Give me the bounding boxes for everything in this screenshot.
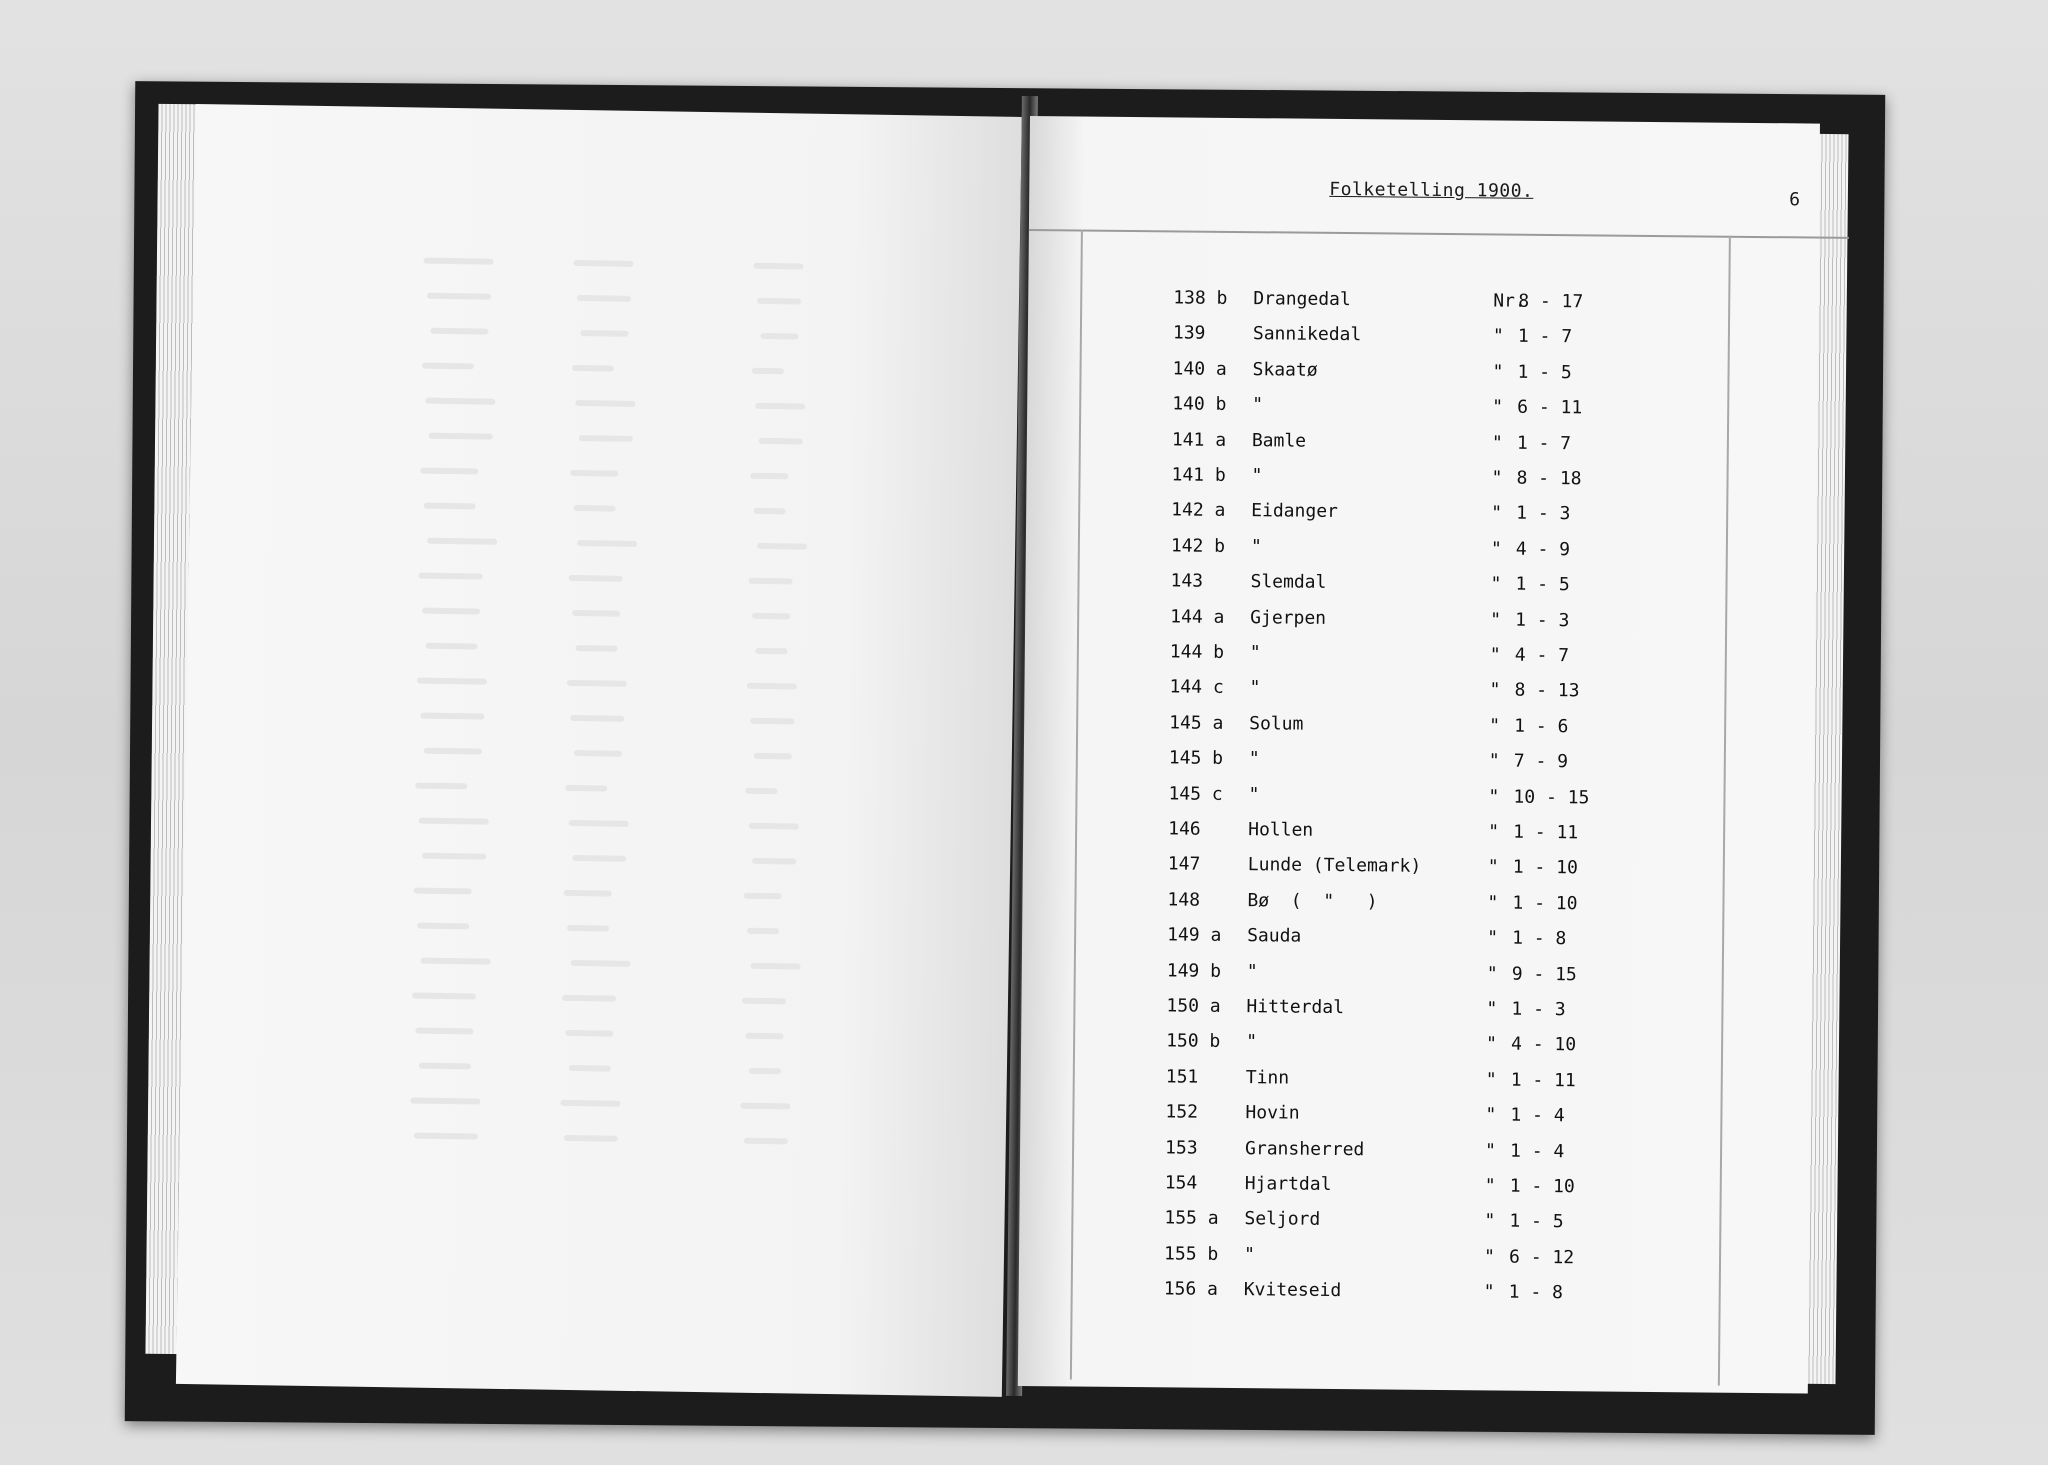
bleed-through-mark bbox=[419, 818, 489, 825]
district-number: 144 c bbox=[1169, 676, 1224, 699]
bleed-through-mark bbox=[574, 260, 634, 267]
district-number: 155 b bbox=[1163, 1243, 1219, 1265]
list-item bbox=[1019, 1242, 1799, 1281]
list-item bbox=[1019, 1206, 1799, 1245]
district-number: 148 bbox=[1167, 889, 1201, 911]
district-number: 151 bbox=[1165, 1066, 1199, 1088]
district-number: 143 bbox=[1170, 570, 1204, 592]
bleed-through-mark bbox=[750, 473, 788, 480]
bleed-through-mark bbox=[419, 1063, 471, 1070]
district-number: 141 a bbox=[1171, 428, 1227, 451]
bleed-through-mark bbox=[579, 435, 633, 442]
bleed-through-mark bbox=[572, 610, 620, 617]
number-prefix: " bbox=[1491, 467, 1503, 489]
list-item bbox=[1020, 1171, 1800, 1210]
bleed-through-mark bbox=[417, 678, 487, 685]
bleed-through-mark bbox=[414, 1133, 478, 1140]
bleed-through-mark bbox=[575, 645, 617, 652]
district-name: Slemdal bbox=[1250, 571, 1327, 594]
district-number: 145 a bbox=[1169, 712, 1224, 734]
district-name: " bbox=[1249, 642, 1261, 664]
bleed-through-mark bbox=[570, 715, 624, 722]
bleed-through-mark bbox=[564, 890, 612, 897]
bleed-through-mark bbox=[417, 923, 469, 930]
number-prefix: " bbox=[1484, 1140, 1497, 1162]
bleed-through-mark bbox=[427, 538, 497, 545]
bleed-through-mark bbox=[565, 785, 607, 792]
number-range: 1 - 8 bbox=[1512, 927, 1567, 950]
number-range: 1 - 3 bbox=[1516, 503, 1571, 525]
bleed-through-mark bbox=[564, 1135, 618, 1142]
bleed-through-mark bbox=[760, 333, 798, 340]
district-name: Hollen bbox=[1248, 819, 1314, 841]
list-item bbox=[1027, 392, 1807, 431]
bleed-through-mark bbox=[425, 398, 495, 405]
district-name: " bbox=[1248, 783, 1260, 805]
number-range: 1 - 8 bbox=[1508, 1281, 1564, 1304]
bleed-through-mark bbox=[560, 1100, 620, 1107]
district-name: " bbox=[1246, 1031, 1258, 1053]
list-item bbox=[1028, 286, 1808, 325]
district-name: Gransherred bbox=[1245, 1137, 1365, 1160]
bleed-through-mark bbox=[752, 613, 790, 620]
list-item bbox=[1027, 428, 1807, 467]
number-prefix: " bbox=[1484, 1175, 1496, 1197]
bleed-through-mark bbox=[577, 540, 637, 547]
list-item bbox=[1021, 994, 1801, 1033]
district-name: " bbox=[1246, 960, 1258, 982]
bleed-through-mark bbox=[427, 293, 491, 300]
district-number: 140 a bbox=[1172, 358, 1227, 380]
number-prefix: " bbox=[1487, 927, 1499, 949]
list-item bbox=[1025, 605, 1805, 644]
number-prefix: " bbox=[1485, 1104, 1497, 1126]
number-range: 1 - 5 bbox=[1517, 361, 1572, 384]
bleed-through-mark bbox=[430, 328, 488, 335]
list-item bbox=[1023, 782, 1803, 821]
bleed-through-mark bbox=[422, 608, 480, 615]
number-prefix: " bbox=[1484, 1210, 1496, 1232]
number-prefix: " bbox=[1487, 856, 1499, 878]
bleed-through-mark bbox=[577, 295, 631, 302]
bleed-through-mark bbox=[745, 788, 777, 795]
list-item bbox=[1020, 1100, 1800, 1139]
number-range: 8 - 13 bbox=[1514, 680, 1580, 702]
number-prefix: " bbox=[1486, 998, 1498, 1020]
district-name: " bbox=[1248, 748, 1260, 770]
district-name: Solum bbox=[1249, 712, 1304, 735]
district-number: 150 a bbox=[1166, 995, 1221, 1017]
number-prefix: " bbox=[1492, 396, 1504, 418]
bleed-through-mark bbox=[740, 1103, 790, 1110]
number-range: 1 - 5 bbox=[1509, 1211, 1564, 1233]
number-range: 8 - 18 bbox=[1516, 467, 1582, 490]
number-range: 1 - 7 bbox=[1517, 326, 1573, 348]
number-prefix: " bbox=[1491, 502, 1503, 524]
district-number: 142 a bbox=[1171, 499, 1226, 522]
bleed-through-mark bbox=[749, 578, 793, 585]
bleed-through-mark bbox=[754, 753, 792, 760]
district-number: 155 a bbox=[1164, 1207, 1219, 1230]
number-range: 1 - 3 bbox=[1511, 998, 1566, 1021]
district-name: " bbox=[1249, 677, 1261, 699]
bleed-through-mark bbox=[422, 363, 474, 370]
header-rule bbox=[1029, 229, 1849, 239]
bleed-through-mark bbox=[567, 680, 627, 687]
list-item bbox=[1022, 923, 1802, 962]
number-prefix: " bbox=[1486, 963, 1498, 985]
bleed-through-mark bbox=[414, 888, 472, 895]
bleed-through-mark bbox=[752, 368, 784, 375]
number-prefix: " bbox=[1489, 715, 1501, 737]
number-range: 1 - 5 bbox=[1515, 573, 1570, 596]
list-item bbox=[1028, 321, 1808, 360]
bleed-through-mark bbox=[757, 543, 807, 550]
list-item bbox=[1022, 959, 1802, 998]
district-name: Kviteseid bbox=[1243, 1279, 1342, 1302]
number-prefix: " bbox=[1492, 325, 1504, 347]
list-item bbox=[1021, 1065, 1801, 1104]
number-range: 8 - 17 bbox=[1518, 290, 1584, 313]
number-range: 1 - 11 bbox=[1510, 1069, 1576, 1092]
district-name: Sannikedal bbox=[1252, 323, 1362, 346]
bleed-through-mark bbox=[745, 1033, 783, 1040]
number-range: 4 - 10 bbox=[1511, 1034, 1577, 1056]
district-number: 139 bbox=[1172, 322, 1206, 345]
number-prefix: " bbox=[1488, 750, 1500, 772]
page-number: 6 bbox=[1789, 189, 1801, 211]
bleed-through-mark bbox=[420, 713, 484, 720]
page-title: Folketelling 1900. bbox=[1329, 178, 1534, 202]
district-name: Hovin bbox=[1245, 1102, 1300, 1124]
bleed-through-mark bbox=[755, 648, 787, 655]
list-item bbox=[1023, 852, 1803, 891]
bleed-through-mark bbox=[569, 1065, 611, 1072]
bleed-through-mark bbox=[753, 263, 803, 270]
number-range: 1 - 3 bbox=[1515, 609, 1570, 631]
list-item bbox=[1021, 1029, 1801, 1068]
district-number: 142 b bbox=[1170, 535, 1226, 557]
number-prefix: " bbox=[1488, 821, 1500, 843]
number-range: 6 - 11 bbox=[1517, 396, 1583, 419]
district-number: 156 a bbox=[1163, 1278, 1219, 1301]
district-number: 144 b bbox=[1169, 641, 1225, 663]
bleed-through-mark bbox=[567, 925, 609, 932]
number-prefix: " bbox=[1491, 432, 1503, 454]
district-name: Bø ( " ) bbox=[1247, 889, 1378, 913]
bleed-through-mark bbox=[755, 403, 805, 410]
number-range: 1 - 11 bbox=[1513, 821, 1579, 844]
number-range: 1 - 10 bbox=[1512, 857, 1578, 879]
district-number: 149 b bbox=[1166, 959, 1222, 982]
bleed-through-mark bbox=[747, 928, 779, 935]
district-name: " bbox=[1243, 1243, 1256, 1266]
left-page bbox=[176, 104, 1022, 1397]
number-prefix: " bbox=[1487, 892, 1499, 914]
district-number: 145 b bbox=[1168, 747, 1224, 770]
bleed-through-mark bbox=[565, 1030, 613, 1037]
bleed-through-mark bbox=[744, 1138, 788, 1145]
number-prefix: " bbox=[1489, 679, 1501, 701]
bleed-through-mark bbox=[421, 958, 491, 965]
list-item bbox=[1023, 817, 1803, 856]
district-name: Tinn bbox=[1245, 1066, 1290, 1089]
bleed-through-mark bbox=[580, 330, 628, 337]
bleed-through-mark bbox=[410, 1097, 480, 1104]
bleed-through-mark bbox=[420, 468, 478, 475]
number-prefix: " bbox=[1490, 573, 1502, 595]
list-item bbox=[1026, 463, 1806, 502]
district-number: 153 bbox=[1165, 1136, 1198, 1159]
list-item bbox=[1019, 1277, 1799, 1316]
bleed-through-mark bbox=[574, 505, 616, 512]
number-prefix: " bbox=[1489, 644, 1501, 666]
list-item bbox=[1024, 675, 1804, 714]
district-number: 154 bbox=[1164, 1172, 1198, 1194]
list-item bbox=[1026, 498, 1806, 537]
district-number: 140 b bbox=[1172, 393, 1227, 416]
list-item bbox=[1022, 888, 1802, 927]
number-range: 1 - 4 bbox=[1509, 1140, 1565, 1162]
number-range: 1 - 10 bbox=[1512, 892, 1578, 915]
bleed-through-mark bbox=[572, 365, 614, 372]
number-prefix: " bbox=[1486, 1033, 1498, 1055]
bleed-through-mark bbox=[754, 508, 786, 515]
district-name: Sauda bbox=[1247, 925, 1302, 947]
district-name: Hjartdal bbox=[1244, 1173, 1332, 1195]
bleed-through-mark bbox=[415, 783, 467, 790]
number-prefix: " bbox=[1492, 361, 1504, 383]
district-name: " bbox=[1252, 394, 1264, 416]
bleed-through-mark bbox=[424, 503, 476, 510]
number-prefix: " bbox=[1485, 1069, 1497, 1091]
bleed-through-mark bbox=[424, 748, 482, 755]
number-prefix: Nr. bbox=[1493, 290, 1526, 312]
bleed-through-mark bbox=[750, 718, 794, 725]
district-number: 138 b bbox=[1173, 287, 1228, 309]
district-name: " bbox=[1251, 465, 1263, 487]
district-number: 147 bbox=[1167, 853, 1201, 876]
district-number: 144 a bbox=[1170, 605, 1225, 628]
bleed-through-mark bbox=[759, 438, 803, 445]
number-range: 4 - 9 bbox=[1515, 538, 1571, 561]
bleed-through-mark bbox=[424, 258, 494, 265]
district-number: 145 c bbox=[1168, 782, 1223, 805]
number-range: 1 - 4 bbox=[1510, 1104, 1565, 1127]
bleed-through-mark bbox=[575, 400, 635, 407]
bleed-through-mark bbox=[419, 573, 483, 580]
bleed-through-mark bbox=[742, 998, 786, 1005]
list-item bbox=[1020, 1136, 1800, 1175]
bleed-through-mark bbox=[572, 855, 626, 862]
bleed-through-mark bbox=[429, 433, 493, 440]
district-number: 146 bbox=[1168, 818, 1201, 840]
list-item bbox=[1024, 711, 1804, 750]
bleed-through-mark bbox=[749, 1068, 781, 1075]
bleed-through-mark bbox=[574, 750, 622, 757]
list-item bbox=[1026, 534, 1806, 573]
number-range: 7 - 9 bbox=[1513, 750, 1569, 773]
bleed-through-mark bbox=[422, 853, 486, 860]
list-item bbox=[1025, 569, 1805, 608]
bleed-through-mark bbox=[757, 298, 801, 305]
list-item bbox=[1024, 746, 1804, 785]
list-item bbox=[1025, 640, 1805, 679]
number-range: 9 - 15 bbox=[1511, 963, 1577, 985]
bleed-through-mark bbox=[412, 993, 476, 1000]
bleed-through-mark bbox=[744, 893, 782, 900]
number-range: 4 - 7 bbox=[1514, 644, 1570, 667]
number-range: 6 - 12 bbox=[1508, 1246, 1575, 1269]
number-prefix: " bbox=[1490, 538, 1502, 560]
number-prefix: " bbox=[1490, 609, 1502, 631]
district-number: 150 b bbox=[1166, 1030, 1221, 1053]
bleed-through-mark bbox=[415, 1028, 473, 1035]
number-range: 1 - 6 bbox=[1514, 715, 1569, 737]
bleed-through-mark bbox=[569, 575, 623, 582]
number-range: 1 - 7 bbox=[1516, 432, 1572, 454]
bleed-through-mark bbox=[425, 643, 477, 650]
district-name: Seljord bbox=[1244, 1208, 1321, 1231]
district-name: Lunde (Telemark) bbox=[1247, 854, 1422, 878]
district-name: Eidanger bbox=[1251, 500, 1339, 523]
bleed-through-mark bbox=[569, 820, 629, 827]
list-item bbox=[1027, 357, 1807, 396]
district-name: Bamle bbox=[1251, 429, 1307, 452]
district-name: Gjerpen bbox=[1250, 606, 1327, 629]
bleed-through-mark bbox=[747, 683, 797, 690]
district-name: Hitterdal bbox=[1246, 996, 1345, 1019]
number-range: 10 - 15 bbox=[1513, 786, 1590, 808]
district-number: 152 bbox=[1165, 1101, 1199, 1123]
number-prefix: " bbox=[1483, 1246, 1496, 1268]
bleed-through-mark bbox=[750, 963, 800, 970]
right-page bbox=[1018, 116, 1820, 1394]
bleed-through-mark bbox=[570, 470, 618, 477]
bleed-through-mark bbox=[749, 823, 799, 830]
number-prefix: " bbox=[1488, 786, 1500, 808]
district-name: " bbox=[1250, 535, 1262, 558]
district-number: 141 b bbox=[1171, 464, 1226, 486]
district-name: Drangedal bbox=[1253, 288, 1351, 311]
bleed-through-mark bbox=[752, 858, 796, 865]
district-number: 149 a bbox=[1167, 924, 1222, 947]
district-name: Skaatø bbox=[1252, 358, 1318, 381]
bleed-through-mark bbox=[571, 960, 631, 967]
bleed-through-mark bbox=[562, 995, 616, 1002]
number-prefix: " bbox=[1483, 1281, 1495, 1303]
number-range: 1 - 10 bbox=[1509, 1175, 1575, 1198]
